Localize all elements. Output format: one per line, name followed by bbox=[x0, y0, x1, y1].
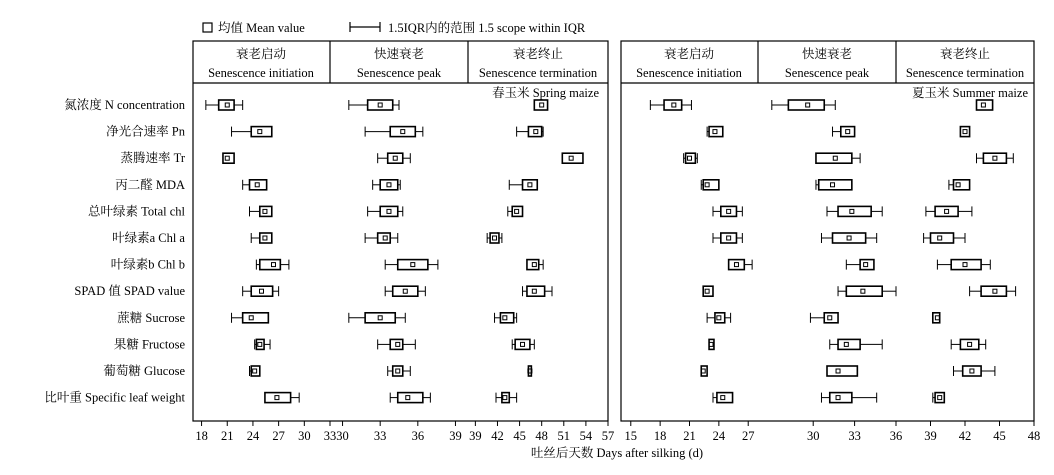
x-tick-label: 30 bbox=[298, 429, 311, 443]
x-tick-label: 48 bbox=[535, 429, 548, 443]
box-plot-item bbox=[496, 393, 517, 403]
box-plot-item bbox=[349, 100, 399, 110]
box-plot-item bbox=[713, 206, 742, 216]
box-plot-item bbox=[816, 180, 852, 190]
box-plot-item bbox=[527, 260, 543, 270]
iqr-box bbox=[935, 393, 944, 403]
row-label: 比叶重 Specific leaf weight bbox=[44, 390, 185, 405]
iqr-box bbox=[833, 233, 866, 243]
box-plot-item bbox=[250, 366, 260, 376]
box-plot-item bbox=[650, 100, 691, 110]
box-plot-item bbox=[821, 233, 876, 243]
row-label: 葡萄糖 Glucose bbox=[103, 364, 185, 378]
iqr-box bbox=[527, 260, 539, 270]
x-tick-label: 24 bbox=[712, 429, 726, 443]
x-tick-label: 42 bbox=[491, 429, 504, 443]
row-label: 果糖 Fructose bbox=[113, 337, 185, 352]
iqr-box bbox=[251, 286, 272, 296]
box-plot-item bbox=[373, 180, 401, 190]
iqr-box bbox=[664, 100, 682, 110]
box-plot-item bbox=[232, 127, 272, 137]
iqr-box bbox=[951, 260, 981, 270]
box-plot-item bbox=[349, 313, 405, 323]
iqr-box bbox=[528, 127, 541, 137]
x-tick-label: 57 bbox=[601, 429, 615, 443]
iqr-box bbox=[527, 286, 545, 296]
x-tick-label: 27 bbox=[741, 429, 755, 443]
box-plot-item bbox=[838, 286, 896, 296]
iqr-box bbox=[368, 100, 393, 110]
box-plot-item bbox=[933, 393, 945, 403]
iqr-box bbox=[830, 393, 852, 403]
iqr-box bbox=[523, 180, 538, 190]
iqr-box bbox=[393, 286, 418, 296]
x-tick-label: 27 bbox=[272, 429, 285, 443]
box-plot-item bbox=[951, 339, 986, 349]
box-marks bbox=[206, 100, 1016, 403]
box-plot-item bbox=[827, 366, 857, 376]
iqr-box bbox=[838, 339, 860, 349]
iqr-box bbox=[390, 339, 403, 349]
iqr-box bbox=[393, 366, 403, 376]
box-plot-item bbox=[251, 233, 272, 243]
box-plot-item bbox=[926, 206, 972, 216]
iqr-box bbox=[398, 260, 428, 270]
spring-stage3-cn: 衰老终止 bbox=[512, 47, 564, 61]
iqr-box bbox=[388, 153, 403, 163]
x-axis-label: 吐丝后天数 Days after silking (d) bbox=[530, 446, 704, 460]
box-plot-item bbox=[977, 100, 993, 110]
box-plot-item bbox=[255, 339, 270, 349]
iqr-box bbox=[223, 153, 234, 163]
box-plot-item bbox=[508, 206, 523, 216]
box-plot-item bbox=[368, 206, 403, 216]
box-plot-item bbox=[707, 313, 730, 323]
box-plot-item bbox=[713, 233, 742, 243]
iqr-box bbox=[512, 206, 522, 216]
box-plot-item bbox=[378, 153, 411, 163]
box-plot-item bbox=[816, 153, 860, 163]
x-tick-label: 33 bbox=[848, 429, 861, 443]
iqr-box bbox=[721, 233, 737, 243]
box-plot-item bbox=[846, 260, 874, 270]
box-plot-item bbox=[977, 153, 1014, 163]
iqr-box bbox=[729, 260, 745, 270]
box-plot-item bbox=[933, 313, 940, 323]
iqr-box bbox=[490, 233, 499, 243]
summer-stage2-cn: 快速衰老 bbox=[801, 47, 853, 61]
iqr-box bbox=[788, 100, 824, 110]
box-plot-item bbox=[833, 127, 855, 137]
x-tick-label: 15 bbox=[624, 429, 638, 443]
box-plot-item bbox=[365, 233, 398, 243]
box-plot-item bbox=[487, 233, 502, 243]
box-plot-item bbox=[250, 206, 272, 216]
box-plot-item bbox=[534, 100, 547, 110]
iqr-box bbox=[963, 366, 981, 376]
x-tick-label: 33 bbox=[323, 429, 337, 443]
x-tick-label: 21 bbox=[221, 429, 234, 443]
box-plot-item bbox=[243, 286, 279, 296]
row-label: 丙二醛 MDA bbox=[115, 177, 185, 192]
x-tick-label: 39 bbox=[449, 429, 462, 443]
legend-mean-marker bbox=[203, 23, 212, 32]
iqr-box bbox=[721, 206, 737, 216]
legend bbox=[203, 20, 586, 35]
x-tick-label: 48 bbox=[1027, 429, 1041, 443]
row-label: 叶绿素a Chl a bbox=[112, 231, 185, 245]
box-plot-item bbox=[729, 260, 752, 270]
iqr-box bbox=[390, 127, 415, 137]
box-plot-item bbox=[385, 286, 425, 296]
box-plot-item bbox=[772, 100, 835, 110]
iqr-box bbox=[378, 233, 391, 243]
iqr-box bbox=[260, 233, 272, 243]
summer-stage2-en: Senescence peak bbox=[784, 66, 870, 80]
box-plot-item bbox=[960, 127, 969, 137]
iqr-box bbox=[827, 366, 857, 376]
box-plot-item bbox=[949, 180, 970, 190]
iqr-box bbox=[819, 180, 852, 190]
iqr-box bbox=[933, 313, 940, 323]
x-tick-label: 33 bbox=[373, 429, 387, 443]
box-plot-item bbox=[232, 313, 269, 323]
iqr-box bbox=[398, 393, 423, 403]
box-plot-item bbox=[924, 233, 965, 243]
x-axis bbox=[195, 421, 1040, 443]
iqr-box bbox=[983, 153, 1006, 163]
x-tick-label: 45 bbox=[513, 429, 526, 443]
iqr-box bbox=[960, 127, 969, 137]
box-plot-item bbox=[937, 260, 990, 270]
iqr-box bbox=[977, 100, 993, 110]
iqr-box bbox=[562, 153, 583, 163]
box-plot-item bbox=[378, 339, 416, 349]
iqr-box bbox=[528, 366, 531, 376]
spring-stage2-en: Senescence peak bbox=[356, 66, 442, 80]
iqr-box bbox=[816, 153, 852, 163]
box-plot-item bbox=[256, 260, 289, 270]
summer-stage1-en: Senescence initiation bbox=[636, 66, 742, 80]
x-tick-label: 36 bbox=[889, 429, 903, 443]
x-tick-label: 39 bbox=[924, 429, 937, 443]
x-tick-label: 51 bbox=[557, 429, 571, 443]
box-plot-item bbox=[509, 180, 537, 190]
row-label: 蒸腾速率 Tr bbox=[120, 151, 185, 166]
spring-stage2-cn: 快速衰老 bbox=[373, 47, 425, 61]
legend-range-label: 1.5IQR内的范围 1.5 scope within IQR bbox=[388, 21, 586, 35]
summer-stage3-cn: 衰老终止 bbox=[939, 47, 991, 61]
box-plot-item bbox=[684, 153, 698, 163]
box-plot-item bbox=[954, 366, 995, 376]
x-tick-label: 45 bbox=[993, 429, 1006, 443]
spring-stage1-cn: 衰老启动 bbox=[235, 47, 287, 61]
box-plot-item bbox=[512, 339, 534, 349]
spring-stage1-en: Senescence initiation bbox=[208, 66, 314, 80]
legend-mean-label: 均值 Mean value bbox=[218, 21, 305, 35]
box-plot-item bbox=[827, 206, 882, 216]
x-tick-label: 30 bbox=[806, 429, 820, 443]
iqr-box bbox=[960, 339, 978, 349]
box-plot-item bbox=[830, 339, 882, 349]
box-plot-item bbox=[707, 127, 723, 137]
iqr-box bbox=[515, 339, 530, 349]
x-tick-label: 39 bbox=[469, 429, 482, 443]
box-plot-item bbox=[523, 286, 552, 296]
iqr-box bbox=[380, 206, 398, 216]
x-tick-label: 21 bbox=[683, 429, 696, 443]
row-label: 蔗糖 Sucrose bbox=[117, 310, 185, 325]
box-plot-item bbox=[517, 127, 544, 137]
iqr-box bbox=[250, 180, 267, 190]
x-tick-label: 24 bbox=[246, 429, 260, 443]
iqr-box bbox=[935, 206, 958, 216]
x-tick-label: 30 bbox=[336, 429, 349, 443]
box-plot-item bbox=[709, 339, 714, 349]
iqr-box bbox=[219, 100, 234, 110]
iqr-box bbox=[260, 260, 281, 270]
box-plot-item bbox=[390, 393, 430, 403]
iqr-box bbox=[860, 260, 874, 270]
box-plot-item bbox=[388, 366, 411, 376]
x-tick-label: 18 bbox=[195, 429, 208, 443]
box-plot-item bbox=[385, 260, 438, 270]
box-plot-item bbox=[528, 366, 532, 376]
spring-stage3-en: Senescence termination bbox=[478, 66, 598, 80]
row-label: 总叶绿素 Total chl bbox=[87, 204, 185, 219]
iqr-box bbox=[265, 393, 291, 403]
iqr-box bbox=[981, 286, 1006, 296]
row-label: 氮浓度 N concentration bbox=[64, 98, 185, 112]
box-plot-item bbox=[701, 180, 719, 190]
box-plot-item bbox=[365, 127, 423, 137]
x-tick-label: 54 bbox=[579, 429, 593, 443]
row-label: 净光合速率 Pn bbox=[106, 124, 185, 139]
spring-panel-title: 春玉米 Spring maize bbox=[492, 86, 599, 100]
iqr-box bbox=[260, 206, 272, 216]
iqr-box bbox=[846, 286, 882, 296]
row-label: 叶绿素b Chl b bbox=[110, 257, 185, 272]
x-tick-label: 18 bbox=[653, 429, 667, 443]
iqr-box bbox=[838, 206, 871, 216]
iqr-box bbox=[534, 100, 547, 110]
x-tick-label: 42 bbox=[958, 429, 972, 443]
summer-panel-title: 夏玉米 Summer maize bbox=[912, 86, 1028, 100]
iqr-box bbox=[824, 313, 838, 323]
box-plot-item bbox=[703, 286, 713, 296]
box-plot-item bbox=[810, 313, 838, 323]
box-plot-item bbox=[713, 393, 733, 403]
box-plot-item bbox=[243, 180, 267, 190]
row-labels bbox=[44, 97, 185, 405]
box-plot-item bbox=[701, 366, 707, 376]
box-plot-item bbox=[821, 393, 876, 403]
summer-stage3-en: Senescence termination bbox=[905, 66, 1025, 80]
box-plot-item bbox=[206, 100, 243, 110]
box-plot-item bbox=[495, 313, 517, 323]
box-plot-item bbox=[265, 393, 299, 403]
iqr-box bbox=[709, 127, 723, 137]
box-plot-item bbox=[970, 286, 1016, 296]
iqr-box bbox=[380, 180, 398, 190]
iqr-box bbox=[243, 313, 269, 323]
summer-stage1-cn: 衰老启动 bbox=[663, 47, 715, 61]
x-tick-label: 36 bbox=[411, 429, 425, 443]
iqr-box bbox=[841, 127, 855, 137]
iqr-box bbox=[365, 313, 395, 323]
row-label: SPAD 值 SPAD value bbox=[74, 284, 185, 299]
box-plot-item bbox=[223, 153, 234, 163]
iqr-box bbox=[701, 366, 707, 376]
box-plot-item bbox=[562, 153, 583, 163]
